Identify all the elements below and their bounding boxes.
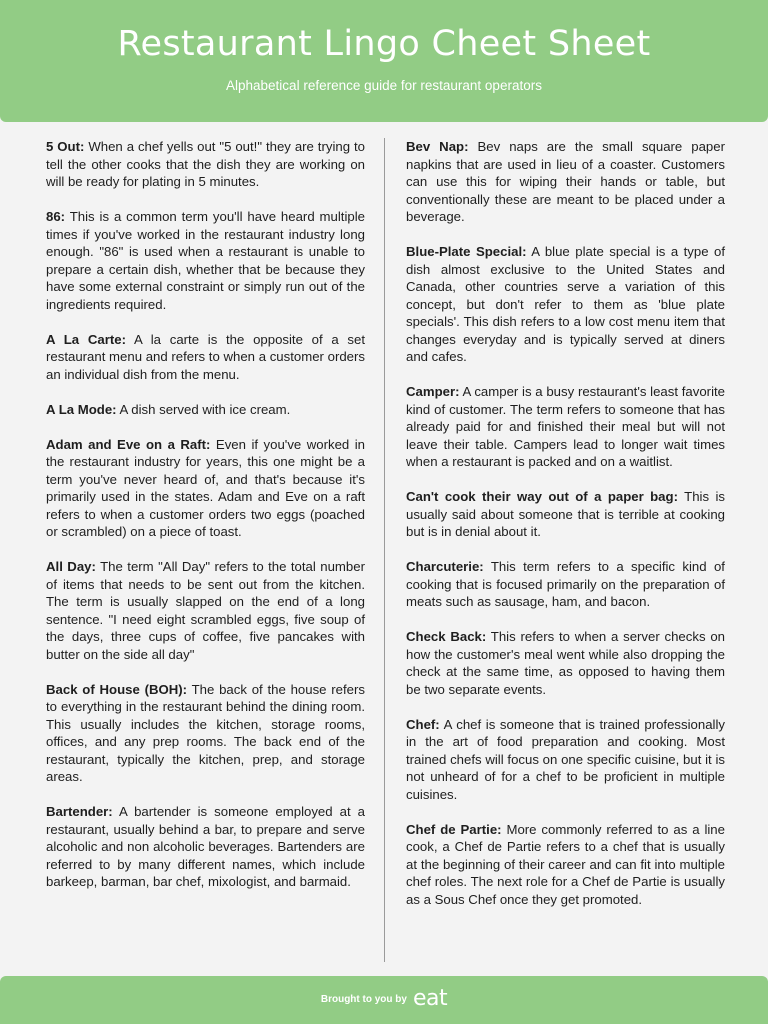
glossary-entry	[406, 558, 725, 611]
glossary-entry	[406, 821, 725, 909]
page-subtitle: Alphabetical reference guide for restaurant operators	[226, 78, 542, 93]
glossary-term: Check Back:	[406, 629, 487, 644]
glossary-entry	[406, 716, 725, 804]
glossary-definition: Even if you've worked in the restaurant industry for years, this one might be a term you've never heard of, and that's because it's primarily used in the states. Adam and Eve on a raft refers to when a customer orders two eggs (poached or scrambled) on a piece of toast.	[46, 436, 365, 539]
glossary-term: Camper:	[406, 384, 460, 399]
glossary-definition: A camper is a busy restaurant's least favorite kind of customer. The term refers to someone that has already paid for and finished their meal but will not leave their table. Campers lead to longer wait times when a restaurant is packed and on a waitlist.	[406, 384, 725, 469]
glossary-definition: Bev naps are the small square paper napkins that are used in lieu of a coaster. Customers can use this for wiping their hands or table, but conventionally these are meant to be placed under a beverage.	[406, 139, 725, 224]
glossary-definition: This is a common term you'll have heard multiple times if you've worked in the restaurant industry long enough. "86" is used when a restaurant is unable to prepare a certain dish, whether that be because they have some external constraint or simply run out of the ingredients required.	[46, 209, 365, 312]
glossary-term: A La Carte:	[46, 331, 126, 347]
glossary-definition: A blue plate special is a type of dish almost exclusive to the United States and Canada, other countries serve a variation of this concept, but don't refer to them as 'blue plate specials'. This dish refers to a low cost menu item that changes everyday and is typically served at diners and cafes.	[406, 244, 726, 364]
glossary-term: Bev Nap:	[406, 139, 469, 154]
glossary-term: Can't cook their way out of a paper bag:	[406, 489, 678, 504]
glossary-definition: This is usually said about someone that is terrible at cooking but is in denial about it.	[406, 489, 725, 539]
glossary-definition: The back of the house refers to everything in the restaurant behind the dining room. This usually includes the kitchen, storage rooms, offices, and any prep rooms. The back end of the restaurant, typically the kitchen, prep, and storage areas.	[46, 681, 365, 784]
glossary-term: 86:	[46, 209, 66, 224]
glossary-entry	[406, 138, 725, 226]
left-column	[46, 138, 365, 908]
glossary-term: Charcuterie:	[406, 559, 484, 574]
glossary-entry	[46, 401, 365, 419]
glossary-entry	[406, 628, 725, 698]
glossary-entry	[406, 488, 725, 541]
glossary-definition: A chef is someone that is trained professionally in the art of food preparation and cooking. Most trained chefs will focus on one specific cuisine, but it is not unheard of for a chef to be proficient in multiple cuisines.	[406, 716, 726, 802]
glossary-term: Chef:	[406, 716, 440, 732]
header-banner	[0, 0, 768, 122]
glossary-definition: This term refers to a specific kind of cooking that is focused primarily on the preparation of meats such as sausage, ham, and bacon.	[406, 559, 725, 609]
glossary-definition: A bartender is someone employed at a restaurant, usually behind a bar, to prepare and serve alcoholic and non alcoholic beverages. Bartenders are referred to by many different names, which include barkeep, barman, bar chef, mixologist, and barmaid.	[46, 804, 365, 889]
glossary-definition: When a chef yells out "5 out!" they are trying to tell the other cooks that the dish they are working on will be ready for plating in 5 minutes.	[46, 139, 365, 189]
column-divider	[384, 138, 385, 962]
page-title: Restaurant Lingo Cheet Sheet	[117, 24, 651, 64]
glossary-definition: A la carte is the opposite of a set restaurant menu and refers to when a customer orders an individual dish from the menu.	[46, 331, 366, 382]
glossary-entry	[46, 331, 365, 384]
glossary-entry	[46, 803, 365, 891]
glossary-term: A La Mode:	[46, 401, 117, 417]
glossary-term: Bartender:	[46, 804, 113, 819]
glossary-term: Chef de Partie:	[406, 821, 502, 837]
glossary-definition: This refers to when a server checks on how the customer's meal went while also dropping the check at the same time, as opposed to having them be two separate events.	[406, 629, 725, 697]
glossary-entry	[46, 138, 365, 191]
glossary-entry	[46, 681, 365, 786]
glossary-definition: A dish served with ice cream.	[119, 401, 291, 417]
footer-banner	[0, 976, 768, 1024]
glossary-entry	[46, 558, 365, 663]
glossary-entry	[406, 383, 725, 471]
glossary-term: Back of House (BOH):	[46, 681, 188, 697]
glossary-definition: More commonly referred to as a line cook, a Chef de Partie refers to a chef that is usually at the beginning of their career and can fit into multiple chef roles. The next role for a Chef de Partie is usually as a Sous Chef once they get promoted.	[406, 821, 725, 907]
glossary-term: Adam and Eve on a Raft:	[46, 436, 211, 452]
glossary-definition: The term "All Day" refers to the total number of items that needs to be sent out from the kitchen. The term is usually slapped on the end of a long sentence. "I need eight scrambled eggs, five soup of the days, three cups of coffee, five pancakes with butter on the side all day"	[46, 559, 365, 662]
eat-logo: eat	[412, 986, 448, 1011]
footer-credit-text: Brought to you by	[320, 993, 407, 1005]
glossary-term: Blue-Plate Special:	[406, 244, 527, 259]
glossary-term: 5 Out:	[46, 139, 85, 154]
glossary-entry	[46, 436, 365, 541]
glossary-entry	[46, 208, 365, 313]
glossary-entry	[406, 243, 725, 366]
glossary-term: All Day:	[46, 559, 96, 574]
footer-credit	[321, 986, 447, 1012]
right-column	[406, 138, 725, 926]
